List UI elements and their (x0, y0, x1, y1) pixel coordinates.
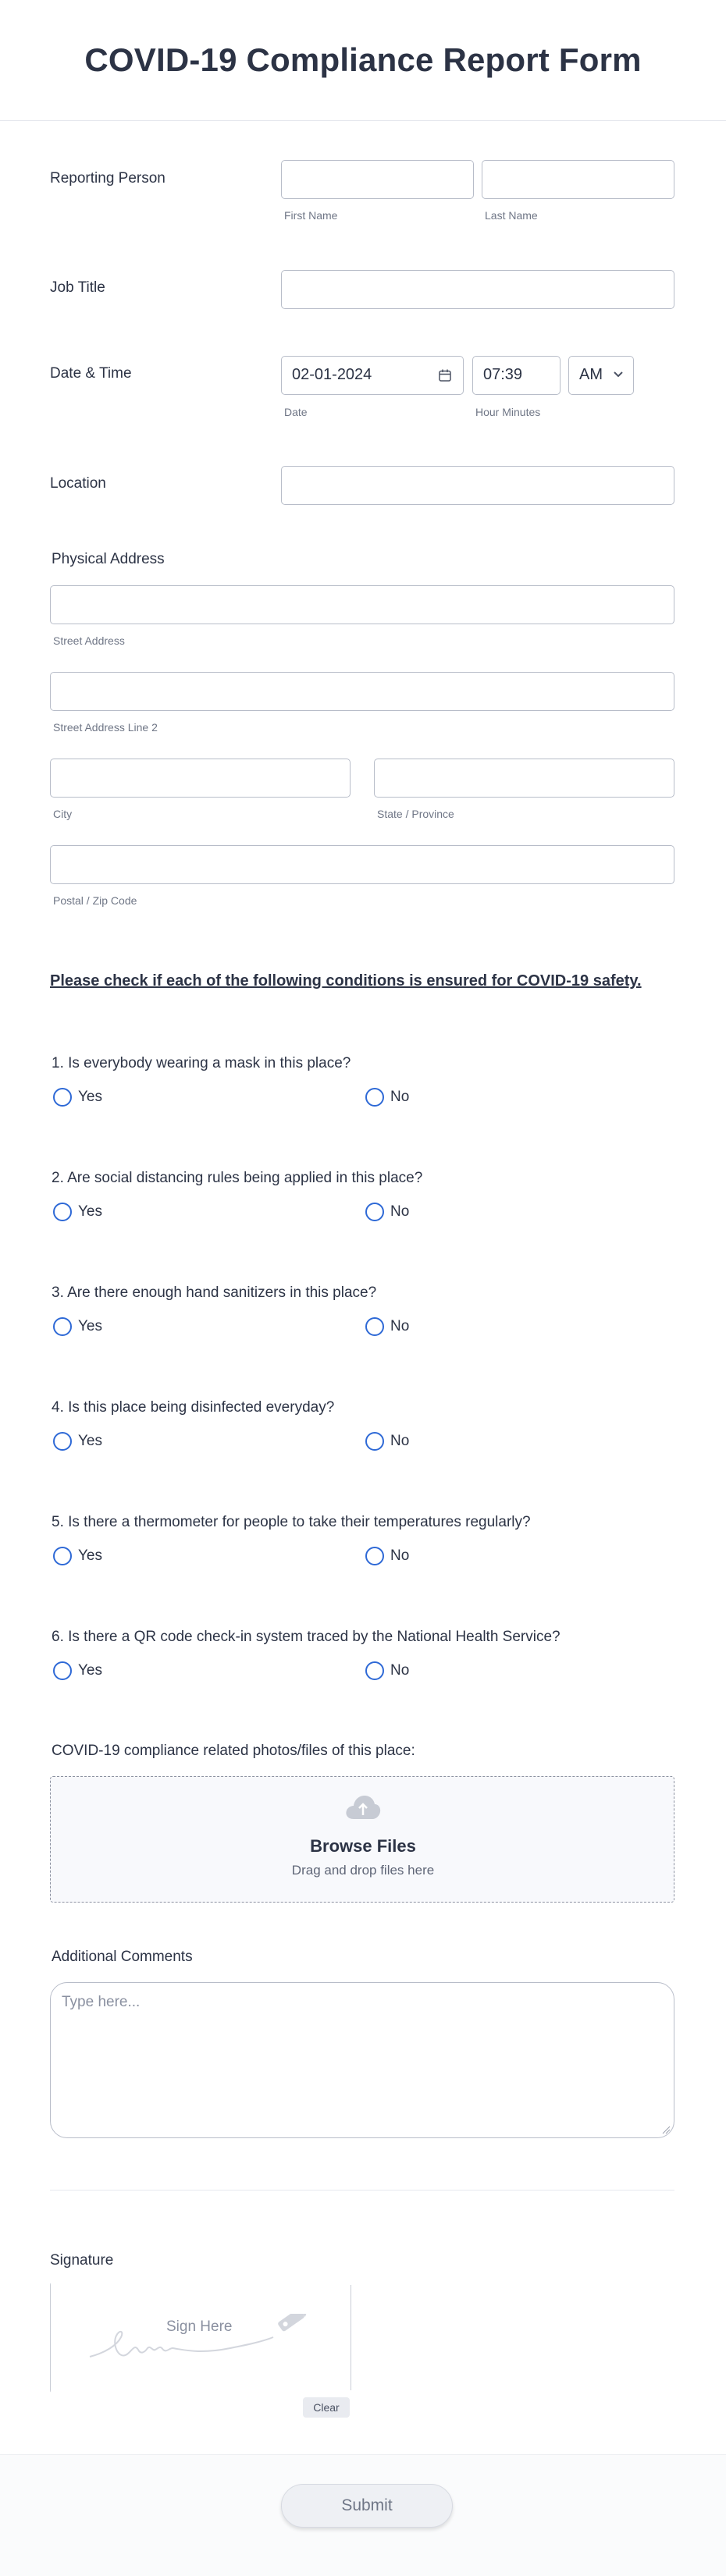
reporting-person-label: Reporting Person (50, 170, 165, 187)
signature-pad[interactable] (50, 2282, 351, 2393)
browse-files-text[interactable]: Browse Files (310, 1836, 416, 1856)
question-5-no[interactable]: No (365, 1547, 409, 1565)
form-title: COVID-19 Compliance Report Form (84, 41, 642, 78)
question-2-label: 2. Are social distancing rules being applied in this place? (52, 1170, 423, 1186)
question-3-yes[interactable]: Yes (53, 1317, 102, 1336)
form-header (0, 0, 726, 121)
comments-label: Additional Comments (52, 1949, 193, 1965)
last-name-sublabel: Last Name (485, 209, 538, 222)
question-4-no[interactable]: No (365, 1432, 409, 1451)
time-input[interactable] (472, 356, 561, 395)
sign-here-placeholder: Sign Here (166, 2318, 233, 2335)
radio-button[interactable] (53, 1317, 72, 1336)
ampm-value: AM (579, 366, 603, 383)
physical-address-label: Physical Address (52, 551, 165, 567)
chevron-down-icon (613, 371, 624, 378)
radio-button[interactable] (365, 1432, 384, 1451)
question-4-yes[interactable]: Yes (53, 1432, 102, 1451)
street-address-line2-sublabel: Street Address Line 2 (53, 721, 158, 734)
radio-button[interactable] (365, 1317, 384, 1336)
resize-handle-icon[interactable] (661, 2125, 671, 2134)
time-value: 07:39 (483, 366, 523, 383)
radio-button[interactable] (365, 1203, 384, 1221)
radio-button[interactable] (53, 1432, 72, 1451)
question-4-label: 4. Is this place being disinfected everyday? (52, 1399, 335, 1416)
question-5-yes[interactable]: Yes (53, 1547, 102, 1565)
street-address-line2-input[interactable] (50, 672, 674, 711)
zip-sublabel: Postal / Zip Code (53, 894, 137, 907)
conditions-heading: Please check if each of the following conditions is ensured for COVID-19 safety. (50, 972, 642, 990)
state-sublabel: State / Province (377, 808, 454, 820)
radio-button[interactable] (365, 1661, 384, 1680)
ampm-select[interactable] (568, 356, 634, 395)
question-1-no[interactable]: No (365, 1088, 409, 1107)
file-upload-dropzone[interactable] (50, 1776, 674, 1903)
question-3-label: 3. Are there enough hand sanitizers in this place? (52, 1284, 377, 1301)
job-title-label: Job Title (50, 279, 105, 296)
signature-label: Signature (50, 2252, 114, 2269)
city-sublabel: City (53, 808, 73, 820)
calendar-icon[interactable] (438, 368, 452, 382)
comments-textarea[interactable] (50, 1982, 674, 2138)
cloud-upload-icon (344, 1794, 382, 1821)
job-title-input[interactable] (281, 270, 674, 309)
date-value: 02-01-2024 (292, 366, 372, 383)
state-input[interactable] (374, 759, 674, 798)
city-input[interactable] (50, 759, 351, 798)
signature-scribble-icon (82, 2314, 332, 2368)
location-label: Location (50, 475, 106, 492)
radio-button[interactable] (53, 1661, 72, 1680)
date-input[interactable] (281, 356, 464, 395)
question-2-yes[interactable]: Yes (53, 1203, 102, 1221)
date-sublabel: Date (284, 406, 308, 418)
location-input[interactable] (281, 466, 674, 505)
question-6-yes[interactable]: Yes (53, 1661, 102, 1680)
zip-input[interactable] (50, 845, 674, 884)
question-6-label: 6. Is there a QR code check-in system traced by the National Health Service? (52, 1629, 561, 1645)
question-1-yes[interactable]: Yes (53, 1088, 102, 1107)
radio-button[interactable] (365, 1088, 384, 1107)
time-sublabel: Hour Minutes (475, 406, 541, 418)
date-time-label: Date & Time (50, 365, 132, 382)
street-address-sublabel: Street Address (53, 634, 125, 647)
radio-button[interactable] (53, 1088, 72, 1107)
last-name-input[interactable] (482, 160, 674, 199)
question-3-no[interactable]: No (365, 1317, 409, 1336)
street-address-input[interactable] (50, 585, 674, 624)
question-1-label: 1. Is everybody wearing a mask in this place? (52, 1055, 351, 1071)
clear-signature-button[interactable]: Clear (303, 2397, 350, 2418)
upload-label: COVID-19 compliance related photos/files of this place: (52, 1743, 415, 1759)
question-5-label: 5. Is there a thermometer for people to take their temperatures regularly? (52, 1514, 531, 1530)
radio-button[interactable] (365, 1547, 384, 1565)
comments-placeholder: Type here... (62, 1994, 141, 2010)
radio-button[interactable] (53, 1547, 72, 1565)
radio-button[interactable] (53, 1203, 72, 1221)
first-name-sublabel: First Name (284, 209, 338, 222)
drag-drop-text: Drag and drop files here (291, 1863, 435, 1878)
first-name-input[interactable] (281, 160, 474, 199)
question-6-no[interactable]: No (365, 1661, 409, 1680)
submit-button[interactable]: Submit (281, 2484, 453, 2528)
question-2-no[interactable]: No (365, 1203, 409, 1221)
